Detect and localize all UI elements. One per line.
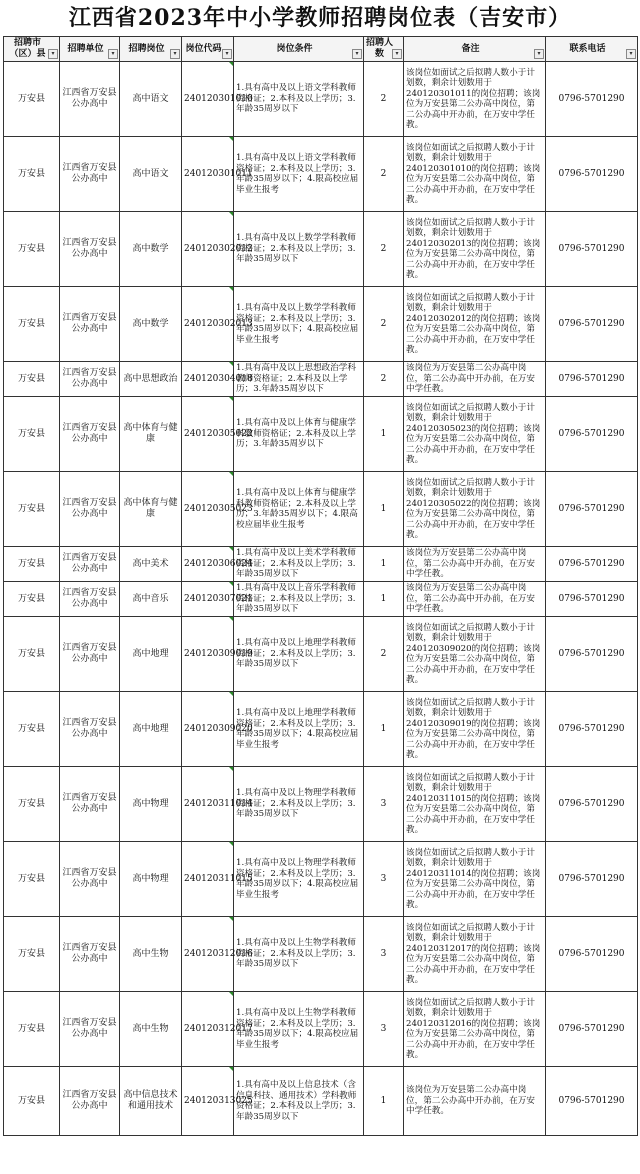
cell-code[interactable]: 240120312016 (182, 917, 234, 992)
cell-phone[interactable]: 0796-5701290 (546, 692, 638, 767)
cell-note[interactable]: 该岗位如面试之后拟聘人数小于计划数，剩余计划数用于240120312017的岗位招聘；该岗位为万安县第二公办高中岗位，第二公办高中开办前，在万安中学任教。 (404, 917, 546, 992)
cell-unit[interactable]: 江西省万安县公办高中 (60, 582, 120, 617)
table-row (4, 917, 638, 992)
cell-code[interactable]: 240120312017 (182, 992, 234, 1067)
cell-count[interactable]: 2 (364, 212, 404, 287)
cell-county[interactable]: 万安县 (4, 212, 60, 287)
cell-count[interactable]: 3 (364, 917, 404, 992)
cell-code[interactable]: 240120307021 (182, 582, 234, 617)
table-row (4, 582, 638, 617)
cell-code[interactable]: 240120301010 (182, 62, 234, 137)
cell-post[interactable]: 高中生物 (120, 992, 182, 1067)
cell-count[interactable]: 2 (364, 617, 404, 692)
cell-note[interactable]: 该岗位如面试之后拟聘人数小于计划数，剩余计划数用于240120312016的岗位招聘；该岗位为万安县第二公办高中岗位，第二公办高中开办前，在万安中学任教。 (404, 992, 546, 1067)
cell-unit[interactable]: 江西省万安县公办高中 (60, 917, 120, 992)
cell-conditions[interactable]: 1.具有高中及以上语文学科教师资格证；2.本科及以上学历；3.年龄35周岁以下 (234, 62, 364, 137)
header-row (4, 37, 638, 62)
cell-county[interactable]: 万安县 (4, 582, 60, 617)
cell-code[interactable]: 240120311015 (182, 842, 234, 917)
cell-county[interactable]: 万安县 (4, 692, 60, 767)
cell-code[interactable]: 240120302013 (182, 287, 234, 362)
cell-conditions[interactable]: 1.具有高中及以上物理学科教师资格证；2.本科及以上学历；3.年龄35周岁以下 (234, 767, 364, 842)
cell-conditions[interactable]: 1.具有高中及以上语文学科教师资格证；2.本科及以上学历；3.年龄35周岁以下；4.限高校应届毕业生报考 (234, 137, 364, 212)
cell-code[interactable]: 240120306024 (182, 547, 234, 582)
cell-count[interactable]: 1 (364, 547, 404, 582)
table-row (4, 547, 638, 582)
table-row (4, 1067, 638, 1136)
cell-unit[interactable]: 江西省万安县公办高中 (60, 1067, 120, 1136)
cell-note[interactable]: 该岗位为万安县第二公办高中岗位，第二公办高中开办前，在万安中学任教。 (404, 362, 546, 397)
cell-conditions[interactable]: 1.具有高中及以上数学学科教师资格证；2.本科及以上学历；3.年龄35周岁以下 (234, 212, 364, 287)
cell-post[interactable]: 高中数学 (120, 287, 182, 362)
cell-county[interactable]: 万安县 (4, 1067, 60, 1136)
cell-code[interactable]: 240120309020 (182, 692, 234, 767)
cell-county[interactable]: 万安县 (4, 62, 60, 137)
cell-phone[interactable]: 0796-5701290 (546, 212, 638, 287)
cell-phone[interactable]: 0796-5701290 (546, 842, 638, 917)
cell-conditions[interactable]: 1.具有高中及以上地理学科教师资格证；2.本科及以上学历；3.年龄35周岁以下 (234, 617, 364, 692)
cell-post[interactable]: 高中物理 (120, 842, 182, 917)
cell-post[interactable]: 高中体育与健康 (120, 472, 182, 547)
recruitment-table (3, 36, 638, 1136)
filter-dropdown-icon[interactable]: ▾ (392, 49, 402, 59)
cell-note[interactable]: 该岗位如面试之后拟聘人数小于计划数，剩余计划数用于240120305023的岗位招聘；该岗位为万安县第二公办高中岗位，第二公办高中开办前，在万安中学任教。 (404, 397, 546, 472)
cell-note[interactable]: 该岗位如面试之后拟聘人数小于计划数，剩余计划数用于240120301011的岗位招聘；该岗位为万安县第二公办高中岗位，第二公办高中开办前，在万安中学任教。 (404, 62, 546, 137)
cell-county[interactable]: 万安县 (4, 617, 60, 692)
cell-code[interactable]: 240120305023 (182, 472, 234, 547)
cell-unit[interactable]: 江西省万安县公办高中 (60, 287, 120, 362)
cell-count[interactable]: 1 (364, 397, 404, 472)
cell-count[interactable]: 2 (364, 287, 404, 362)
col-header-code[interactable]: 岗位代码 ▾ (182, 37, 234, 62)
cell-phone[interactable]: 0796-5701290 (546, 362, 638, 397)
col-header-phone[interactable]: 联系电话 ▾ (546, 37, 638, 62)
cell-count[interactable]: 1 (364, 472, 404, 547)
cell-county[interactable]: 万安县 (4, 472, 60, 547)
cell-conditions[interactable]: 1.具有高中及以上音乐学科教师资格证；2.本科及以上学历；3.年龄35周岁以下 (234, 582, 364, 617)
cell-county[interactable]: 万安县 (4, 992, 60, 1067)
table-row (4, 472, 638, 547)
cell-conditions[interactable]: 1.具有高中及以上生物学科教师资格证；2.本科及以上学历；3.年龄35周岁以下；4.限高校应届毕业生报考 (234, 992, 364, 1067)
table-row (4, 767, 638, 842)
filter-dropdown-icon[interactable]: ▾ (170, 49, 180, 59)
cell-post[interactable]: 高中地理 (120, 617, 182, 692)
cell-unit[interactable]: 江西省万安县公办高中 (60, 472, 120, 547)
cell-count[interactable]: 3 (364, 767, 404, 842)
cell-unit[interactable]: 江西省万安县公办高中 (60, 397, 120, 472)
cell-note[interactable]: 该岗位如面试之后拟聘人数小于计划数，剩余计划数用于240120302013的岗位招聘；该岗位为万安县第二公办高中岗位，第二公办高中开办前，在万安中学任教。 (404, 212, 546, 287)
cell-note[interactable]: 该岗位如面试之后拟聘人数小于计划数，剩余计划数用于240120301010的岗位招聘；该岗位为万安县第二公办高中岗位，第二公办高中开办前，在万安中学任教。 (404, 137, 546, 212)
cell-note[interactable]: 该岗位为万安县第二公办高中岗位，第二公办高中开办前，在万安中学任教。 (404, 547, 546, 582)
table-row (4, 842, 638, 917)
table-row (4, 362, 638, 397)
cell-unit[interactable]: 江西省万安县公办高中 (60, 62, 120, 137)
filter-dropdown-icon[interactable]: ▾ (48, 49, 58, 59)
cell-county[interactable]: 万安县 (4, 917, 60, 992)
cell-county[interactable]: 万安县 (4, 842, 60, 917)
cell-county[interactable]: 万安县 (4, 137, 60, 212)
cell-county[interactable]: 万安县 (4, 362, 60, 397)
cell-unit[interactable]: 江西省万安县公办高中 (60, 362, 120, 397)
cell-county[interactable]: 万安县 (4, 397, 60, 472)
cell-conditions[interactable]: 1.具有高中及以上物理学科教师资格证；2.本科及以上学历；3.年龄35周岁以下；4.限高校应届毕业生报考 (234, 842, 364, 917)
cell-phone[interactable]: 0796-5701290 (546, 397, 638, 472)
table-row (4, 397, 638, 472)
cell-unit[interactable]: 江西省万安县公办高中 (60, 992, 120, 1067)
cell-post[interactable]: 高中信息技术和通用技术 (120, 1067, 182, 1136)
cell-post[interactable]: 高中音乐 (120, 582, 182, 617)
table-row (4, 692, 638, 767)
table-row (4, 287, 638, 362)
cell-count[interactable]: 2 (364, 362, 404, 397)
cell-conditions[interactable]: 1.具有高中及以上思想政治学科教师资格证；2.本科及以上学历；3.年龄35周岁以下 (234, 362, 364, 397)
cell-count[interactable]: 3 (364, 992, 404, 1067)
cell-note[interactable]: 该岗位为万安县第二公办高中岗位，第二公办高中开办前，在万安中学任教。 (404, 582, 546, 617)
cell-unit[interactable]: 江西省万安县公办高中 (60, 547, 120, 582)
page-title: 江西省2023年中小学教师招聘岗位表（吉安市） (68, 5, 572, 31)
cell-count[interactable]: 1 (364, 692, 404, 767)
cell-phone[interactable]: 0796-5701290 (546, 617, 638, 692)
col-header-note[interactable]: 备注 ▾ (404, 37, 546, 62)
cell-unit[interactable]: 江西省万安县公办高中 (60, 617, 120, 692)
filter-dropdown-icon[interactable]: ▾ (534, 49, 544, 59)
cell-code[interactable]: 240120301011 (182, 137, 234, 212)
cell-unit[interactable]: 江西省万安县公办高中 (60, 212, 120, 287)
filter-dropdown-icon[interactable]: ▾ (352, 49, 362, 59)
cell-unit[interactable]: 江西省万安县公办高中 (60, 137, 120, 212)
col-header-post[interactable]: 招聘岗位 ▾ (120, 37, 182, 62)
cell-phone[interactable]: 0796-5701290 (546, 917, 638, 992)
cell-post[interactable]: 高中语文 (120, 137, 182, 212)
cell-conditions[interactable]: 1.具有高中及以上体育与健康学科教师资格证；2.本科及以上学历；3.年龄35周岁以下；4.限高校应届毕业生报考 (234, 472, 364, 547)
cell-code[interactable]: 240120305022 (182, 397, 234, 472)
cell-code[interactable]: 240120313025 (182, 1067, 234, 1136)
cell-conditions[interactable]: 1.具有高中及以上生物学科教师资格证；2.本科及以上学历；3.年龄35周岁以下 (234, 917, 364, 992)
cell-phone[interactable]: 0796-5701290 (546, 287, 638, 362)
table-row (4, 62, 638, 137)
cell-note[interactable]: 该岗位为万安县第二公办高中岗位，第二公办高中开办前，在万安中学任教。 (404, 1067, 546, 1136)
cell-conditions[interactable]: 1.具有高中及以上地理学科教师资格证；2.本科及以上学历；3.年龄35周岁以下；4.限高校应届毕业生报考 (234, 692, 364, 767)
table-row (4, 617, 638, 692)
cell-note[interactable]: 该岗位如面试之后拟聘人数小于计划数，剩余计划数用于240120309020的岗位招聘；该岗位为万安县第二公办高中岗位，第二公办高中开办前，在万安中学任教。 (404, 617, 546, 692)
cell-count[interactable]: 2 (364, 137, 404, 212)
cell-phone[interactable]: 0796-5701290 (546, 1067, 638, 1136)
cell-count[interactable]: 3 (364, 842, 404, 917)
cell-conditions[interactable]: 1.具有高中及以上美术学科教师资格证；2.本科及以上学历；3.年龄35周岁以下 (234, 547, 364, 582)
cell-post[interactable]: 高中语文 (120, 62, 182, 137)
cell-post[interactable]: 高中地理 (120, 692, 182, 767)
cell-county[interactable]: 万安县 (4, 287, 60, 362)
cell-conditions[interactable]: 1.具有高中及以上信息技术（含信息科技、通用技术）学科教师资格证；2.本科及以上学历；3.年龄35周岁以下 (234, 1067, 364, 1136)
cell-post[interactable]: 高中物理 (120, 767, 182, 842)
filter-dropdown-icon[interactable]: ▾ (222, 49, 232, 59)
cell-unit[interactable]: 江西省万安县公办高中 (60, 692, 120, 767)
cell-code[interactable]: 240120302012 (182, 212, 234, 287)
cell-code[interactable]: 240120304018 (182, 362, 234, 397)
table-row (4, 137, 638, 212)
cell-post[interactable]: 高中体育与健康 (120, 397, 182, 472)
col-header-unit[interactable]: 招聘单位 ▾ (60, 37, 120, 62)
cell-note[interactable]: 该岗位如面试之后拟聘人数小于计划数，剩余计划数用于240120305022的岗位招聘；该岗位为万安县第二公办高中岗位，第二公办高中开办前，在万安中学任教。 (404, 472, 546, 547)
cell-phone[interactable]: 0796-5701290 (546, 472, 638, 547)
col-header-county[interactable]: 招聘市（区）县 ▾ (4, 37, 60, 62)
cell-phone[interactable]: 0796-5701290 (546, 767, 638, 842)
cell-post[interactable]: 高中美术 (120, 547, 182, 582)
cell-phone[interactable]: 0796-5701290 (546, 137, 638, 212)
cell-count[interactable]: 1 (364, 582, 404, 617)
cell-post[interactable]: 高中数学 (120, 212, 182, 287)
table-row (4, 992, 638, 1067)
filter-dropdown-icon[interactable]: ▾ (626, 49, 636, 59)
cell-note[interactable]: 该岗位如面试之后拟聘人数小于计划数，剩余计划数用于240120309019的岗位招聘；该岗位为万安县第二公办高中岗位，第二公办高中开办前，在万安中学任教。 (404, 692, 546, 767)
cell-unit[interactable]: 江西省万安县公办高中 (60, 767, 120, 842)
cell-note[interactable]: 该岗位如面试之后拟聘人数小于计划数，剩余计划数用于240120302012的岗位招聘；该岗位为万安县第二公办高中岗位，第二公办高中开办前，在万安中学任教。 (404, 287, 546, 362)
cell-phone[interactable]: 0796-5701290 (546, 582, 638, 617)
cell-post[interactable]: 高中生物 (120, 917, 182, 992)
cell-count[interactable]: 1 (364, 1067, 404, 1136)
filter-dropdown-icon[interactable]: ▾ (108, 49, 118, 59)
cell-phone[interactable]: 0796-5701290 (546, 547, 638, 582)
col-header-conditions[interactable]: 岗位条件 ▾ (234, 37, 364, 62)
cell-county[interactable]: 万安县 (4, 547, 60, 582)
table-row (4, 212, 638, 287)
cell-note[interactable]: 该岗位如面试之后拟聘人数小于计划数，剩余计划数用于240120311015的岗位招聘；该岗位为万安县第二公办高中岗位，第二公办高中开办前，在万安中学任教。 (404, 767, 546, 842)
cell-post[interactable]: 高中思想政治 (120, 362, 182, 397)
cell-count[interactable]: 2 (364, 62, 404, 137)
cell-code[interactable]: 240120309019 (182, 617, 234, 692)
cell-note[interactable]: 该岗位如面试之后拟聘人数小于计划数，剩余计划数用于240120311014的岗位招聘；该岗位为万安县第二公办高中岗位，第二公办高中开办前，在万安中学任教。 (404, 842, 546, 917)
cell-conditions[interactable]: 1.具有高中及以上数学学科教师资格证；2.本科及以上学历；3.年龄35周岁以下；4.限高校应届毕业生报考 (234, 287, 364, 362)
cell-phone[interactable]: 0796-5701290 (546, 62, 638, 137)
cell-county[interactable]: 万安县 (4, 767, 60, 842)
cell-conditions[interactable]: 1.具有高中及以上体育与健康学科教师资格证；2.本科及以上学历；3.年龄35周岁以下 (234, 397, 364, 472)
cell-phone[interactable]: 0796-5701290 (546, 992, 638, 1067)
cell-unit[interactable]: 江西省万安县公办高中 (60, 842, 120, 917)
cell-code[interactable]: 240120311014 (182, 767, 234, 842)
col-header-count[interactable]: 招聘人数 ▾ (364, 37, 404, 62)
